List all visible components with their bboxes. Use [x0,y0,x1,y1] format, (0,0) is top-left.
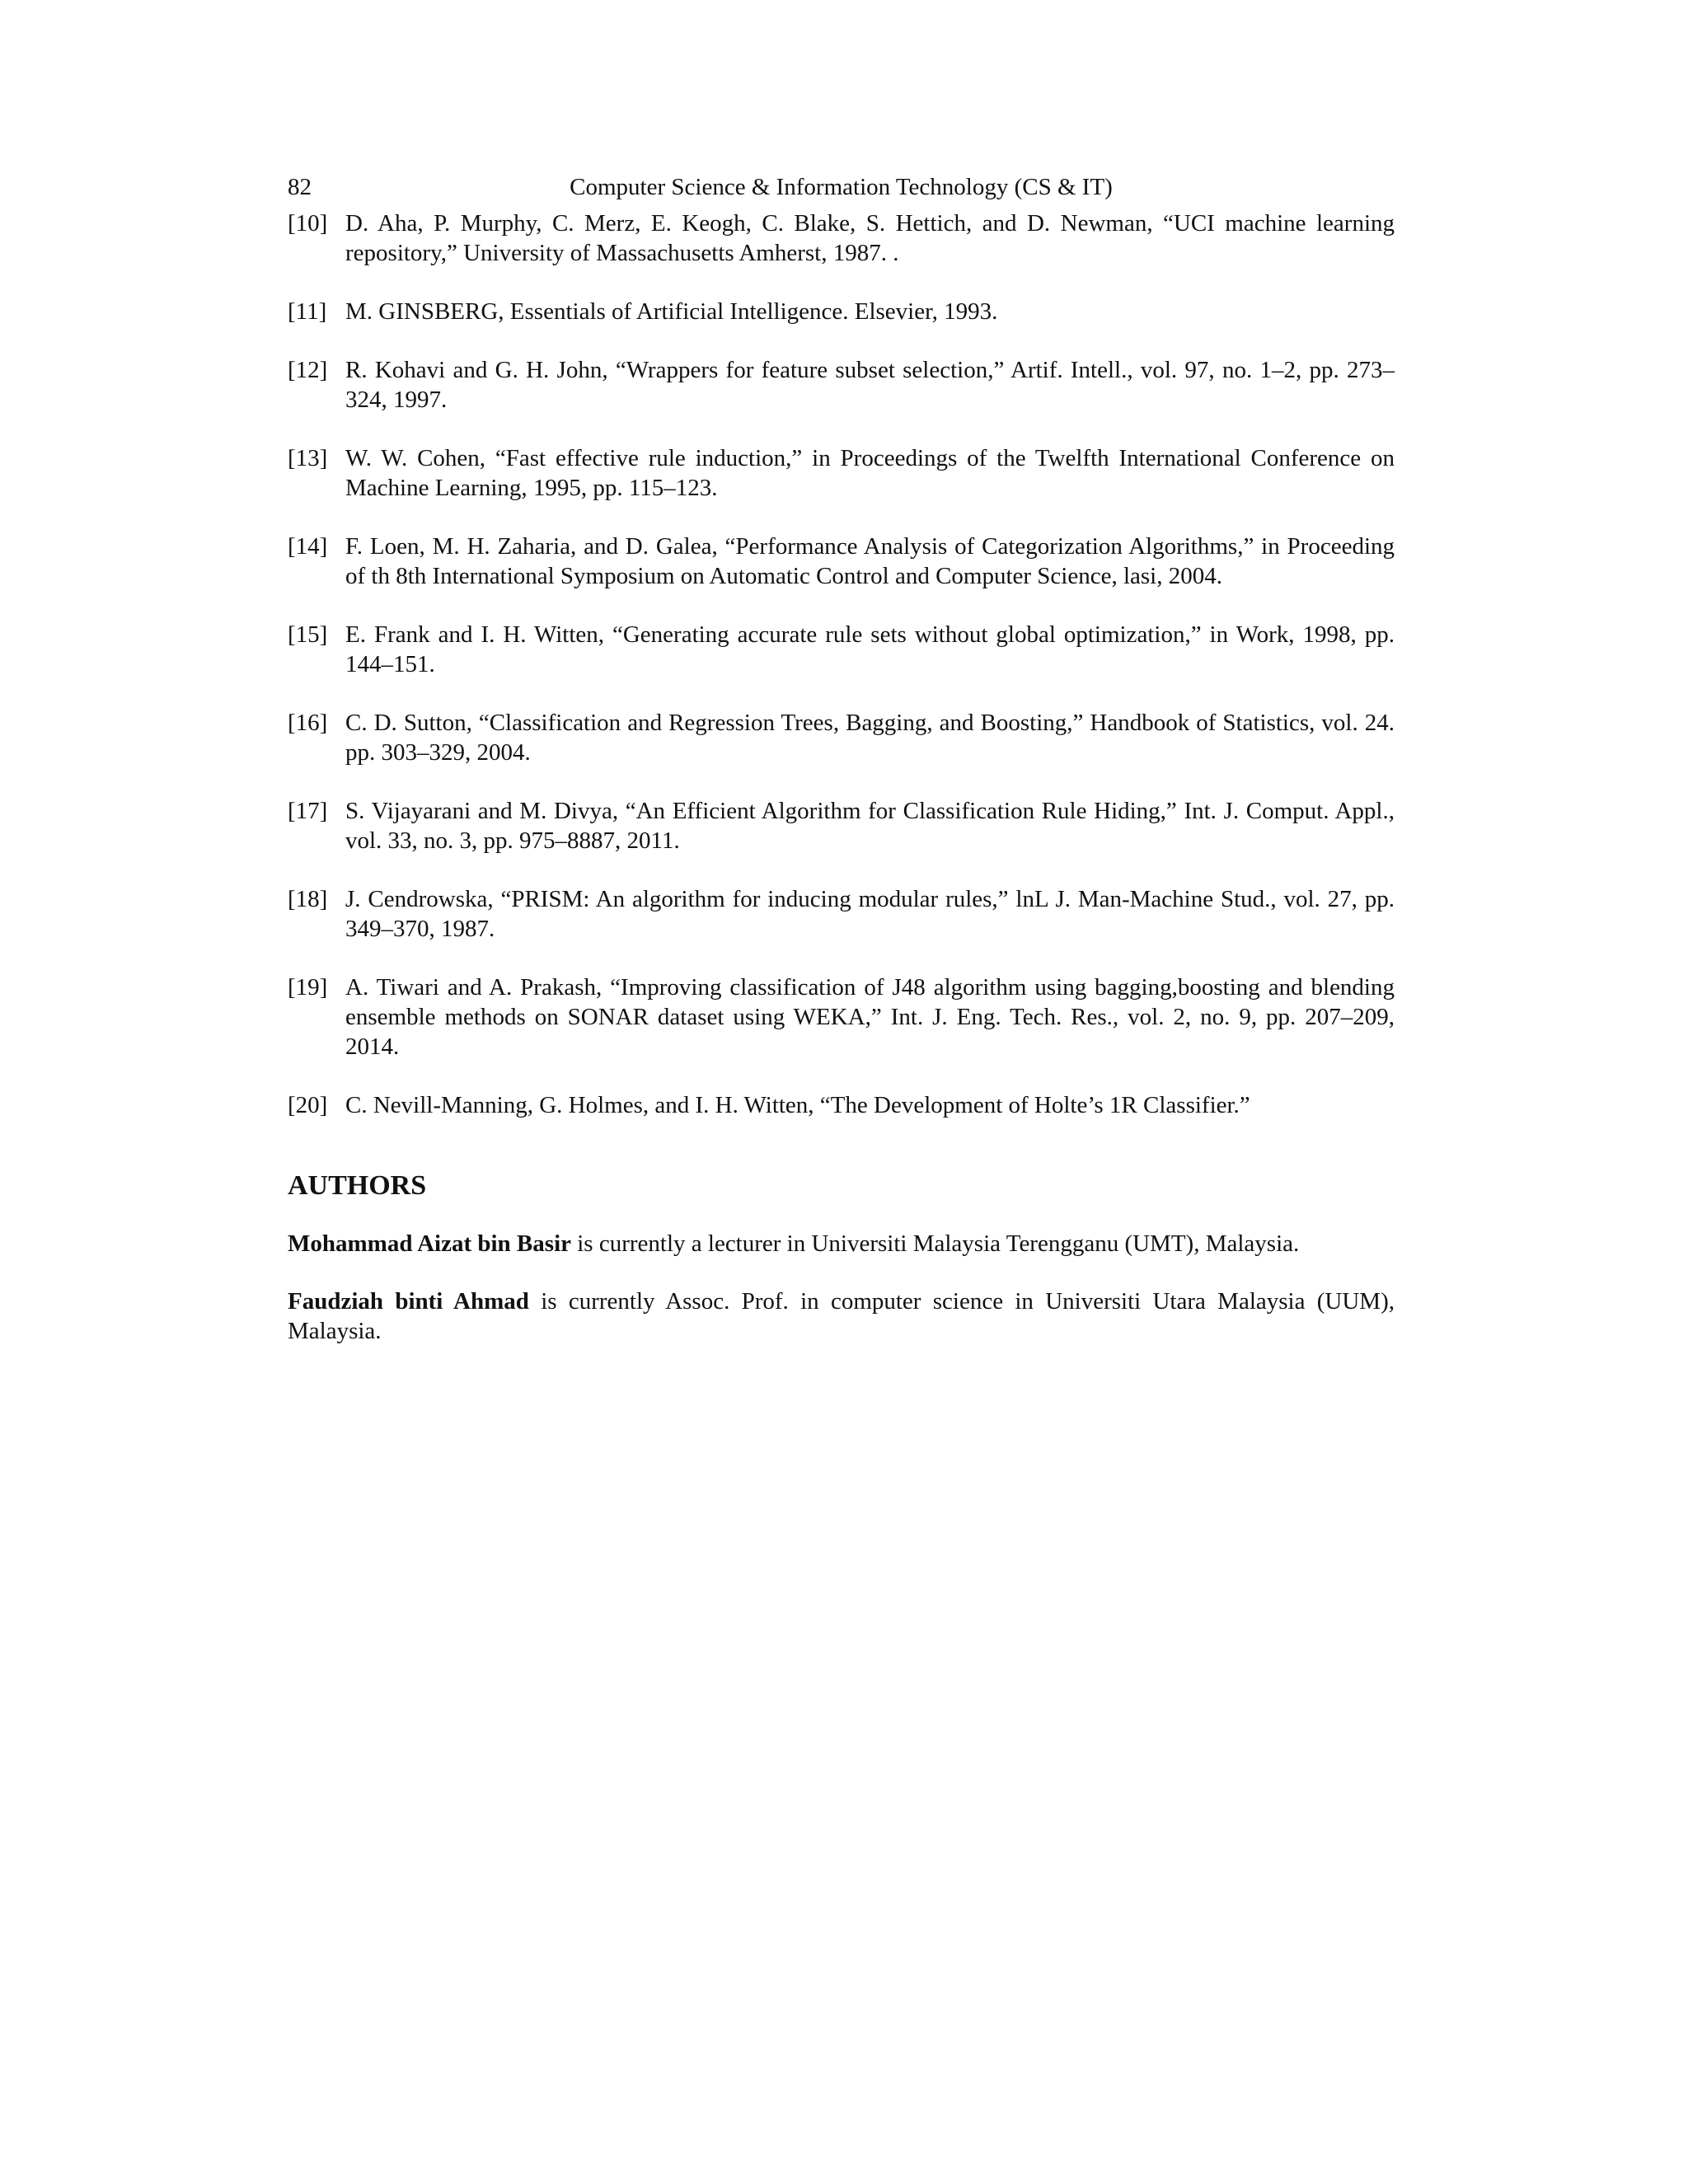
author-bio [288,1229,1395,1258]
reference-item [288,884,1395,944]
reference-item [288,620,1395,679]
reference-text: D. Aha, P. Murphy, C. Merz, E. Keogh, C. Blake, S. Hettich, and D. Newman, “UCI machine learning repository,” University of Massachusetts Amherst, 1987. . [345,210,1395,266]
author-name: Faudziah binti Ahmad [288,1288,529,1315]
reference-number: [18] [288,886,328,912]
author-name: Mohammad Aizat bin Basir [288,1230,571,1257]
reference-text: M. GINSBERG, Essentials of Artificial Intelligence. Elsevier, 1993. [345,298,998,325]
reference-number: [14] [288,533,328,560]
page-number: 82 [288,174,312,200]
document-page [288,171,1395,1374]
authors-heading: AUTHORS [288,1170,427,1201]
author-bio-text: is currently Assoc. Prof. in computer science in Universiti Utara Malaysia (UUM), Malaysia. [288,1288,1395,1344]
reference-item [288,297,1395,326]
reference-item [288,532,1395,591]
reference-text: C. D. Sutton, “Classification and Regression Trees, Bagging, and Boosting,” Handbook of Statistics, vol. 24. pp. 303–329, 2004. [345,710,1395,766]
reference-text: C. Nevill-Manning, G. Holmes, and I. H. Witten, “The Development of Holte’s 1R Classifier.” [345,1092,1250,1118]
author-bio [288,1286,1395,1346]
reference-text: S. Vijayarani and M. Divya, “An Efficient Algorithm for Classification Rule Hiding,” Int. J. Comput. Appl., vol. 33, no. 3, pp. 975–8887, 2011. [345,798,1395,854]
reference-text: E. Frank and I. H. Witten, “Generating accurate rule sets without global optimization,” in Work, 1998, pp. 144–151. [345,621,1395,677]
reference-number: [16] [288,710,328,736]
reference-item [288,209,1395,268]
reference-number: [15] [288,621,328,648]
journal-title: Computer Science & Information Technology (CS & IT) [570,174,1113,200]
reference-number: [19] [288,974,328,1001]
author-bio-text: is currently a lecturer in Universiti Malaysia Terengganu (UMT), Malaysia. [571,1230,1300,1257]
reference-number: [13] [288,445,328,471]
reference-number: [12] [288,357,328,383]
reference-item [288,796,1395,855]
reference-number: [20] [288,1092,328,1118]
reference-list [288,209,1395,1120]
running-header [288,171,1395,209]
reference-number: [11] [288,298,327,325]
reference-number: [10] [288,210,328,237]
reference-number: [17] [288,798,328,824]
reference-text: F. Loen, M. H. Zaharia, and D. Galea, “Performance Analysis of Categorization Algorithms,” in Proceeding of th 8th International Symposium on Automatic Control and Computer Science, lasi, 2004. [345,533,1395,589]
reference-text: R. Kohavi and G. H. John, “Wrappers for feature subset selection,” Artif. Intell., vol. 97, no. 1–2, pp. 273–324, 1997. [345,357,1395,413]
reference-item [288,355,1395,415]
reference-item [288,1090,1395,1120]
reference-item [288,708,1395,767]
reference-item [288,443,1395,503]
reference-text: A. Tiwari and A. Prakash, “Improving classification of J48 algorithm using bagging,boosting and blending ensemble methods on SONAR dataset using WEKA,” Int. J. Eng. Tech. Res., vol. 2, no. 9, pp. 207–209, 2014. [345,974,1395,1060]
reference-text: W. W. Cohen, “Fast effective rule induction,” in Proceedings of the Twelfth International Conference on Machine Learning, 1995, pp. 115–123. [345,445,1395,501]
reference-item [288,972,1395,1062]
reference-text: J. Cendrowska, “PRISM: An algorithm for inducing modular rules,” lnL J. Man-Machine Stud., vol. 27, pp. 349–370, 1987. [345,886,1395,942]
